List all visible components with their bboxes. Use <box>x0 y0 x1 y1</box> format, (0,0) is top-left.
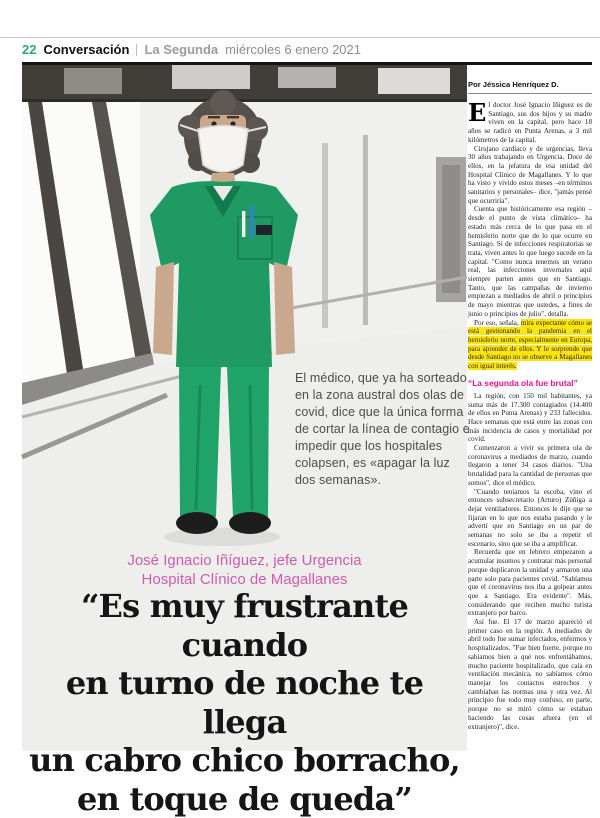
header-top-rule <box>0 37 600 38</box>
main-photo <box>22 65 467 751</box>
paragraph-6: Comenzaron a vivir su primera ola de coronavirus a mediados de marzo, cuando llegaron a tener 34 casos diarios. "Una brutalidad para la cantidad de personas que somos", dice el médico. <box>468 444 592 488</box>
paragraph-7: "Cuando teníamos la escoba, vino el entonces subsecretario (Arturo) Zúñiga a dejar ventiladores. Entonces le dije que se fijaran en lo que nos estaba pasando y le advertí que en Santiago en un par de semanas no solo se iba a repetir el escenario, sino que se iba a amplificar. <box>468 488 592 549</box>
paragraph-8: Recuerda que en febrero empezaron a acumular insumos y contratar más personal porque duplicaron la unidad y armaron una parte solo para pacientes covid. "Sabíamos que el coronavirus nos iba a golpear antes que a Santiago. Era evidente". Más, considerando que reciben mucho turista extranjero por barco. <box>468 548 592 618</box>
highlighted-passage: mira expectante cómo se está gestionando la pandemia en el hemisferio norte, especialmente en Europa, para aprender de ellos. Y le sorprende que desde Santiago no se observe a Magallanes con igual interés. <box>468 319 592 371</box>
credit-line-2: Hospital Clínico de Magallanes <box>22 570 467 589</box>
interviewee-credit <box>22 551 467 589</box>
dropcap: E <box>468 101 488 123</box>
photo-caption: El médico, que ya ha sorteado en la zona austral dos olas de covid, dice que la única forma de cortar la línea de contagio e impedir que los hospitales colapsen, es «apagar la luz dos semanas». <box>295 370 470 489</box>
paragraph-9: Así fue. El 17 de marzo apareció el primer caso en la región. A mediados de abril todo fue sumar infectados, enfermos y hospitalizados. "Fue bien fuerte, porque no sabíamos bien a qué nos enfrentábamos, mucho paciente hospitalizado, que caía en ventilación mecánica, no sabíamos cómo manejar los contactos estrechos y cambiaban las normas una y otra vez. Al principio fue todo muy confuso, en parte, porque no se miró cómo se estaban haciendo las cosas afuera (en el extranjero)", dice. <box>468 618 592 731</box>
article-column <box>468 80 592 752</box>
paragraph-1: El doctor José Ignacio Iñíguez es de Santiago, sus dos hijos y su madre viven en la capital, pero hace 18 años se radicó en Punta Arenas, a 3 mil kilómetros de la capital. <box>468 101 592 145</box>
paragraph-2: Cirujano cardíaco y de urgencias, lleva 30 años trabajando en Urgencia. Doce de ellos, en la jefatura de esa unidad del Hospital Clínico de Magallanes. Y lo que ha visto y vivido estos meses –en términos sanitarios y personales– dice, "jamás pensé que ocurriría". <box>468 145 592 206</box>
article-body <box>468 101 592 731</box>
header-divider <box>136 44 137 56</box>
paragraph-3: Cuenta que históricamente esa región –desde el punto de vista climático– ha estado más cerca de lo que pasa en el hemisferio norte que de lo que ocurre en Santiago. Si de infecciones respiratorias se trata, viven antes lo que luego sucede en la capital. "Como nunca tenemos un verano real, las infecciones invernales aquí siempre parten antes que en Santiago. Tanto, que las campañas de invierno empiezan a mediados de abril o principios de mayo mientras que ustedes, a fines de junio o principios de julio", detalla. <box>468 205 592 318</box>
paragraph-5: La región, con 150 mil habitantes, ya suma más de 17.300 contagiados (14.400 de ellos en Punta Arenas) y 233 fallecidos. Hace semanas que está entre las zonas con más incidencia de casos y mortalidad por covid. <box>468 392 592 444</box>
publication-name: La Segunda <box>144 42 218 57</box>
section-subhead: “La segunda ola fue brutal” <box>468 378 592 388</box>
byline: Por Jéssica Henríquez D. <box>468 80 592 94</box>
page-number: 22 <box>22 42 36 57</box>
quote-line-3: un cabro chico borracho, <box>22 741 467 780</box>
page-header <box>22 42 592 58</box>
section-title: Conversación <box>43 42 129 57</box>
publication-date: miércoles 6 enero 2021 <box>225 42 361 57</box>
quote-line-1: “Es muy frustrante cuando <box>22 587 467 664</box>
credit-line-1: José Ignacio Iñíguez, jefe Urgencia <box>22 551 467 570</box>
quote-line-4: en toque de queda” <box>22 780 467 818</box>
pull-quote <box>22 587 467 818</box>
quote-line-2: en turno de noche te llega <box>22 664 467 741</box>
paragraph-4: Por eso, señala, mira expectante cómo se está gestionando la pandemia en el hemisferio norte, especialmente en Europa, para aprender de ellos. Y le sorprende que desde Santiago no se observe a Magallanes con igual interés. <box>468 319 592 371</box>
